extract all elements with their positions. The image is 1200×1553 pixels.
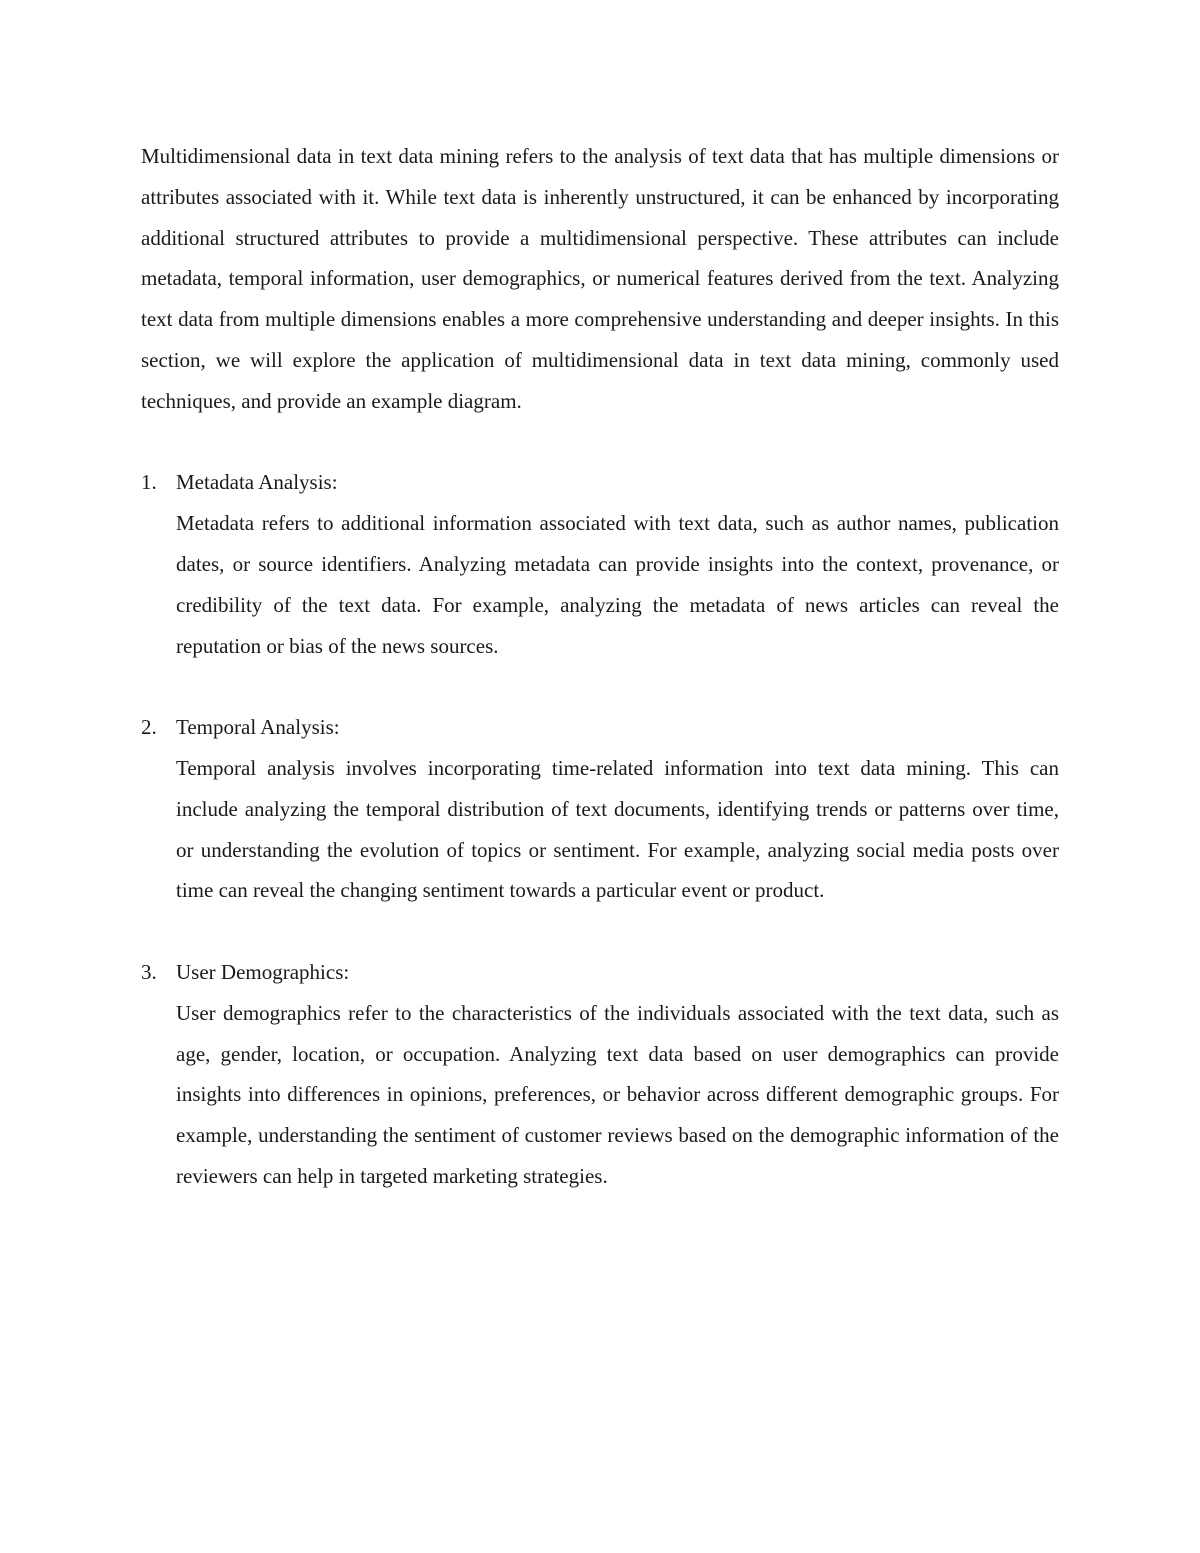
list-item-heading	[141, 952, 1059, 993]
list-item	[141, 952, 1059, 1197]
list-item	[141, 707, 1059, 911]
intro-paragraph: Multidimensional data in text data mining refers to the analysis of text data that has multiple dimensions or attributes associated with it. While text data is inherently unstructured, it can be enhanced by incorporating additional structured attributes to provide a multidimensional perspective. These attributes can include metadata, temporal information, user demographics, or numerical features derived from the text. Analyzing text data from multiple dimensions enables a more comprehensive understanding and deeper insights. In this section, we will explore the application of multidimensional data in text data mining, commonly used techniques, and provide an example diagram.	[141, 144, 1059, 413]
list-item-heading	[141, 707, 1059, 748]
list-item-title: Temporal Analysis:	[176, 715, 340, 740]
numbered-list	[141, 462, 1059, 1196]
list-item	[141, 462, 1059, 666]
list-item-body: Metadata refers to additional information associated with text data, such as author names, publication dates, or source identifiers. Analyzing metadata can provide insights into the context, provenance, or credibility of the text data. For example, analyzing the metadata of news articles can reveal the reputation or bias of the news sources.	[176, 511, 1059, 658]
list-item-title: Metadata Analysis:	[176, 470, 338, 495]
list-item-number: 3.	[141, 959, 157, 984]
list-item-heading	[141, 462, 1059, 503]
document-content	[141, 136, 1059, 1197]
list-item-number: 2.	[141, 715, 157, 740]
list-item-title: User Demographics:	[176, 959, 350, 984]
list-item-body: Temporal analysis involves incorporating time-related information into text data mining. This can include analyzing the temporal distribution of text documents, identifying trends or patterns over time, or understanding the evolution of topics or sentiment. For example, analyzing social media posts over time can reveal the changing sentiment towards a particular event or product.	[176, 755, 1059, 903]
list-item-body: User demographics refer to the characteristics of the individuals associated with the text data, such as age, gender, location, or occupation. Analyzing text data based on user demographics can provide insights into differences in opinions, preferences, or behavior across different demographic groups. For example, understanding the sentiment of customer reviews based on the demographic information of the reviewers can help in targeted marketing strategies.	[176, 1000, 1059, 1188]
list-item-number: 1.	[141, 470, 157, 495]
